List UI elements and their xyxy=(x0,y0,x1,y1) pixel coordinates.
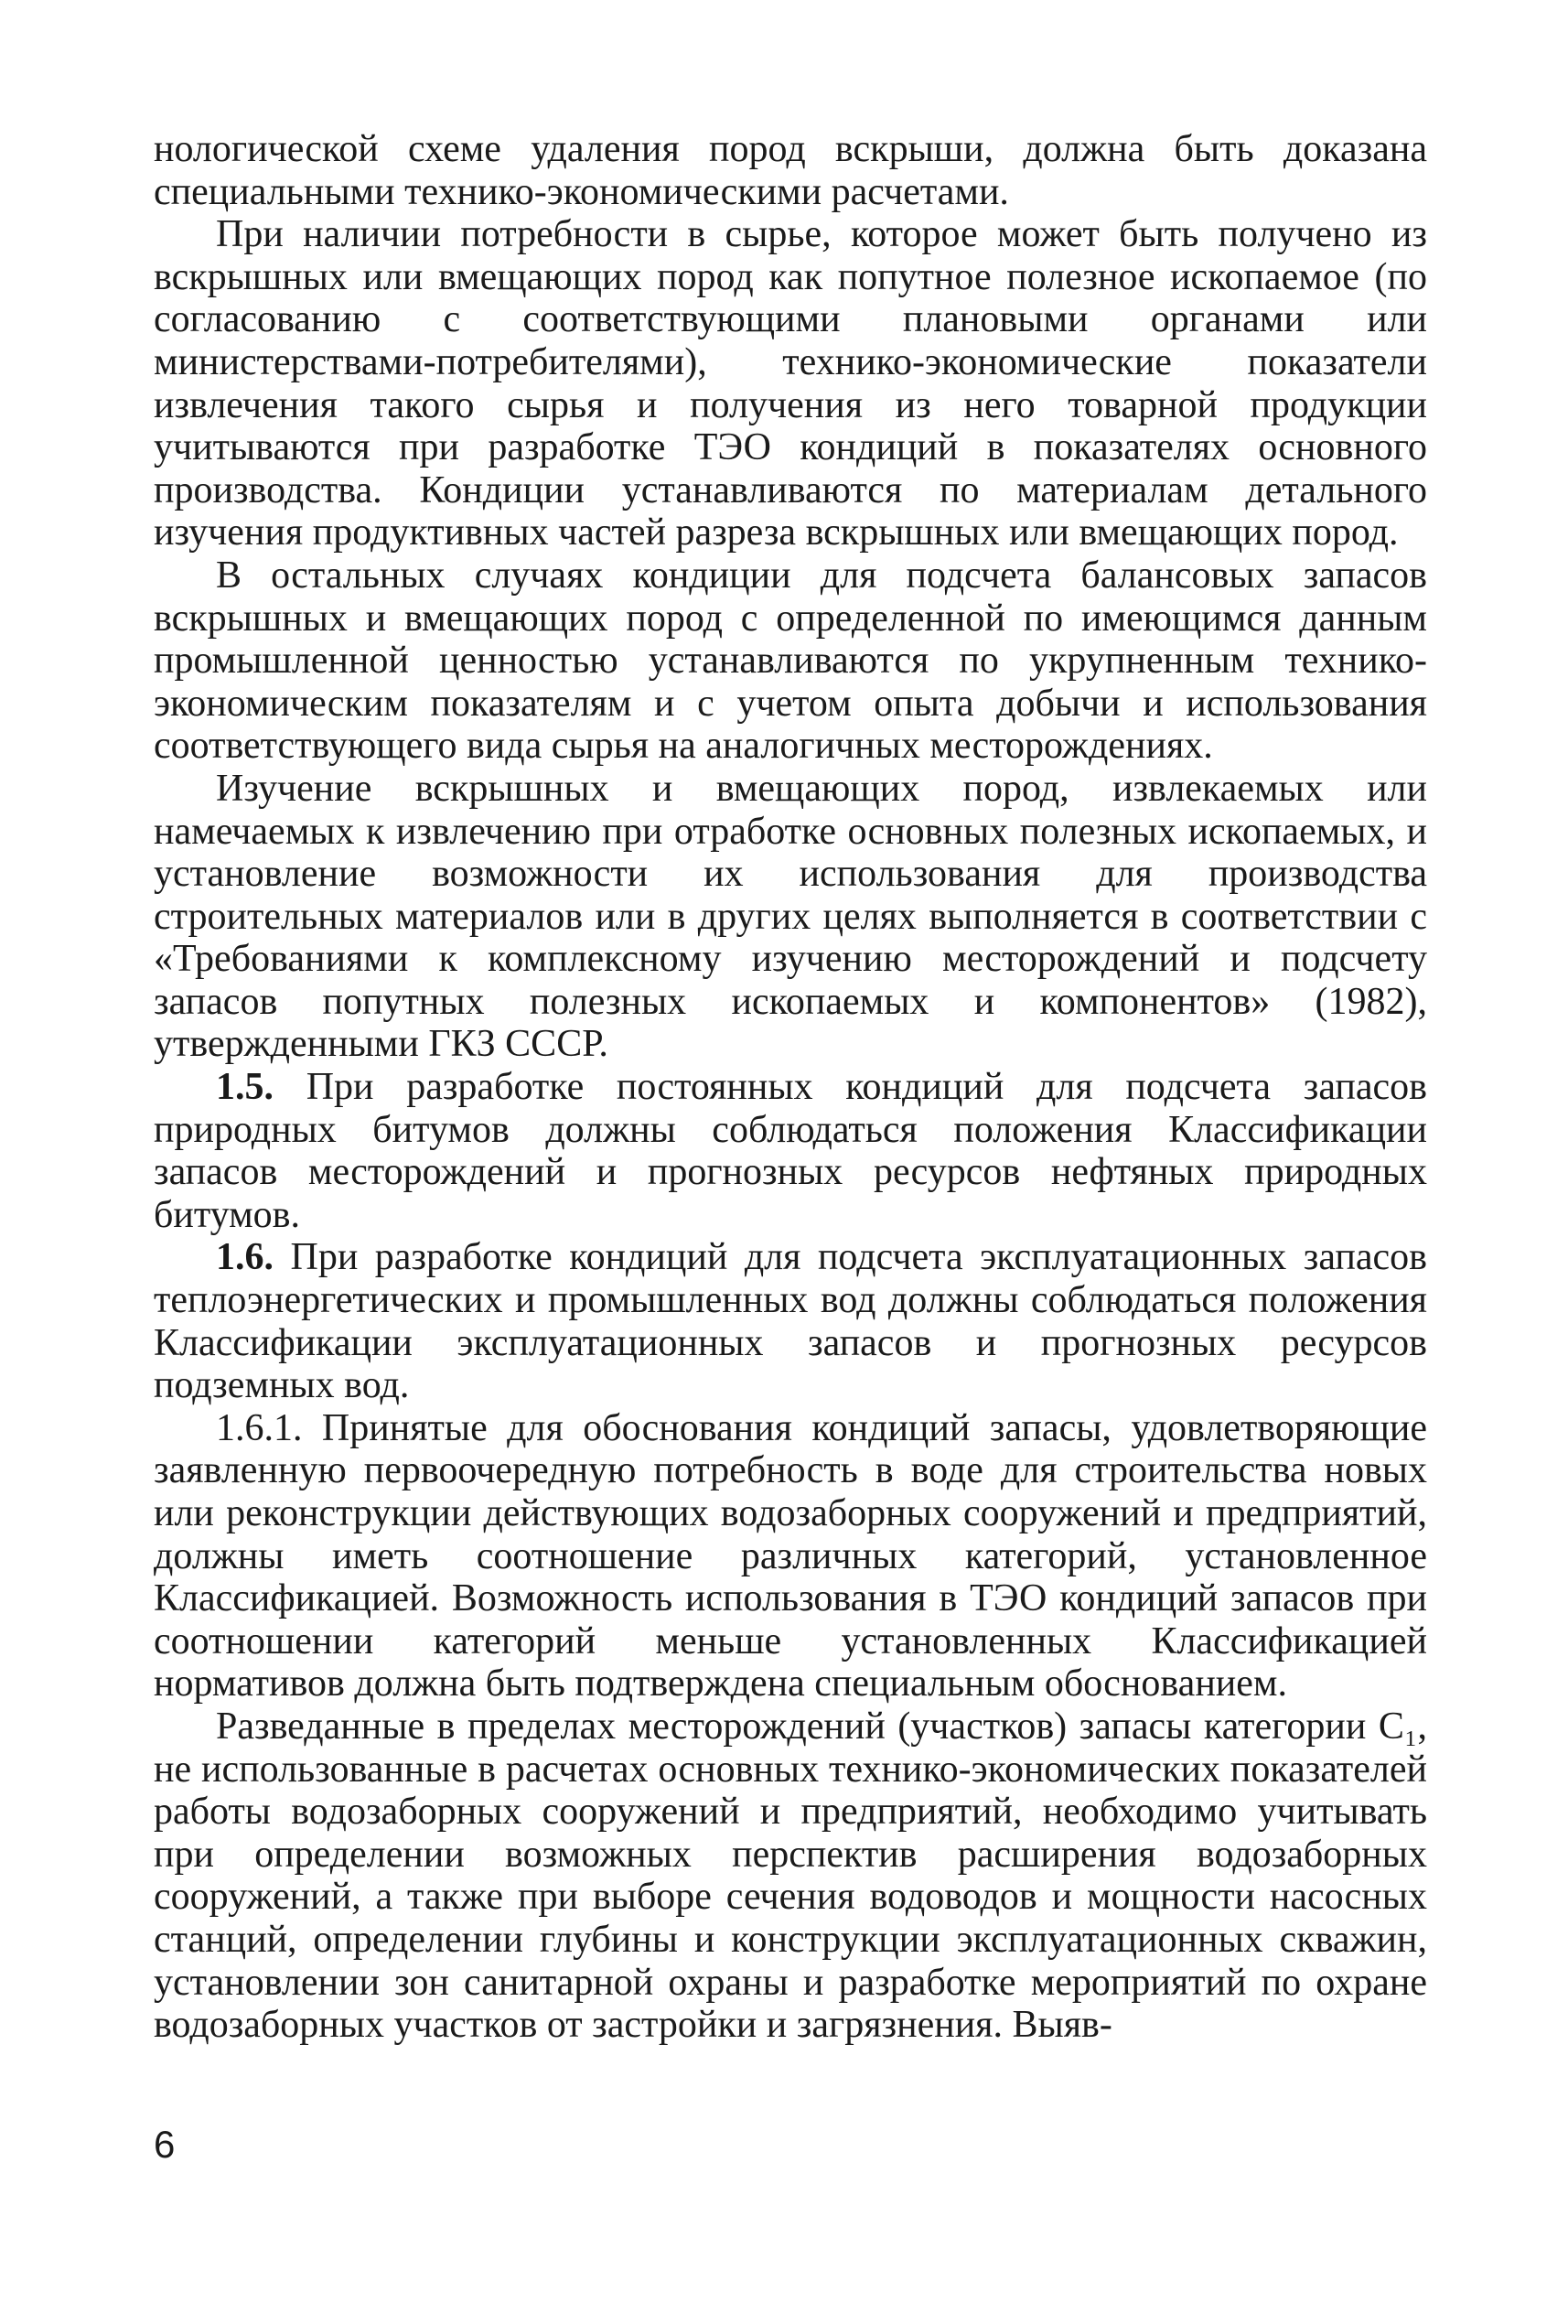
paragraph-text: нологической схеме удаления пород вскрыши, должна быть доказана специальными технико-экономическими расчетами. xyxy=(154,128,1427,213)
paragraph-text: При разработке кондиций для подсчета эксплуатационных запасов теплоэнергетических и промышленных вод должны соблюдаться положения Классификации эксплуатационных запасов и прогнозных ресурсов подземных вод. xyxy=(154,1236,1427,1407)
paragraph xyxy=(154,554,1427,768)
paragraph-section-1-6 xyxy=(154,1236,1427,1406)
paragraph-section-1-6-1 xyxy=(154,1407,1427,1705)
paragraph xyxy=(154,768,1427,1066)
paragraph-text: Изучение вскрышных и вмещающих пород, извлекаемых или намечаемых к извлечению при отработке основных полезных ископаемых, и установление возможности их использования для производства строительных материалов или в других целях выполняется в соответствии с «Требованиями к комплексному изучению месторождений и подсчету запасов попутных полезных ископаемых и компонентов» (1982), утвержденными ГКЗ СССР. xyxy=(154,767,1427,1066)
paragraph xyxy=(154,213,1427,554)
section-number: 1.5. xyxy=(216,1066,274,1109)
paragraph-continuation xyxy=(154,128,1427,213)
body-text xyxy=(154,128,1427,2047)
paragraph-text: 1.6.1. Принятые для обоснования кондиций запасы, удовлетворяющие заявленную первоочередную потребность в воде для строительства новых или реконструкции действующих водозаборных сооружений и предприятий, должны иметь соотношение различных категорий, установленное Классификацией. Возможность использования в ТЭО кондиций запасов при соотношении категорий меньше установленных Классификацией нормативов должна быть подтверждена специальным обоснованием. xyxy=(154,1406,1427,1705)
paragraph-section-1-5 xyxy=(154,1066,1427,1236)
section-number: 1.6. xyxy=(216,1236,274,1279)
paragraph-text: При наличии потребности в сырье, которое может быть получено из вскрышных или вмещающих пород как попутное полезное ископаемое (по согласованию с соответствующими плановыми органами или министерствами-потребителями), технико-экономические показатели извлечения такого сырья и получения из него товарной продукции учитываются при разработке ТЭО кондиций в показателях основного производства. Кондиции устанавливаются по материалам детального изучения продуктивных частей разреза вскрышных или вмещающих пород. xyxy=(154,213,1427,554)
paragraph-text: В остальных случаях кондиции для подсчета балансовых запасов вскрышных и вмещающих пород с определенной по имеющимся данным промышленной ценностью устанавливаются по укрупненным технико-экономическим показателям и с учетом опыта добычи и использования соответствующего вида сырья на аналогичных месторождениях. xyxy=(154,554,1427,768)
page-number: 6 xyxy=(154,2123,176,2166)
paragraph-text: Разведанные в пределах месторождений (участков) запасы категории C₁, не использованные в расчетах основных технико-экономических показателей работы водозаборных сооружений и предприятий, необходимо учитывать при определении возможных перспектив расширения водозаборных сооружений, а также при выборе сечения водоводов и мощности насосных станций, определении глубины и конструкции эксплуатационных скважин, установлении зон санитарной охраны и разработке мероприятий по охране водозаборных участков от застройки и загрязнения. Выяв- xyxy=(154,1705,1427,2047)
paragraph-text: При разработке постоянных кондиций для подсчета запасов природных битумов должны соблюдаться положения Классификации запасов месторождений и прогнозных ресурсов нефтяных природных битумов. xyxy=(154,1066,1427,1236)
paragraph xyxy=(154,1705,1427,2047)
